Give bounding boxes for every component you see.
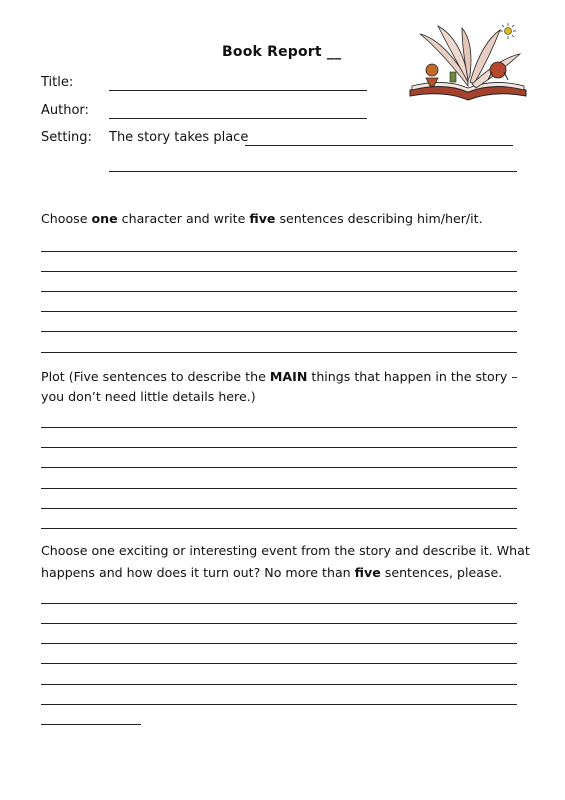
plot-prompt-line-1: Plot (Five sentences to describe the MAIN things that happen in the story – bbox=[41, 369, 518, 384]
author-label: Author: bbox=[41, 103, 89, 118]
event-answer-line[interactable] bbox=[41, 704, 517, 705]
setting-field-line-2[interactable] bbox=[109, 171, 517, 172]
setting-label: Setting: bbox=[41, 130, 92, 145]
title-label: Title: bbox=[41, 75, 74, 90]
character-answer-line[interactable] bbox=[41, 271, 517, 272]
event-prompt-line-1: Choose one exciting or interesting event from the story and describe it. What bbox=[41, 543, 530, 558]
event-answer-line[interactable] bbox=[41, 663, 517, 664]
character-prompt: Choose one character and write five sentences describing him/her/it. bbox=[41, 211, 483, 226]
character-answer-line[interactable] bbox=[41, 251, 517, 252]
event-answer-line[interactable] bbox=[41, 724, 141, 725]
setting-prompt: The story takes place bbox=[109, 130, 249, 145]
character-answer-line[interactable] bbox=[41, 311, 517, 312]
plot-answer-line[interactable] bbox=[41, 467, 517, 468]
author-field-line[interactable] bbox=[109, 118, 367, 119]
plot-answer-line[interactable] bbox=[41, 447, 517, 448]
plot-answer-line[interactable] bbox=[41, 427, 517, 428]
event-answer-line[interactable] bbox=[41, 603, 517, 604]
character-answer-line[interactable] bbox=[41, 352, 517, 353]
plot-prompt-line-2: you don’t need little details here.) bbox=[41, 389, 256, 404]
plot-answer-line[interactable] bbox=[41, 508, 517, 509]
event-answer-line[interactable] bbox=[41, 684, 517, 685]
event-answer-line[interactable] bbox=[41, 643, 517, 644]
page-title: Book Report __ bbox=[222, 44, 342, 60]
character-answer-line[interactable] bbox=[41, 331, 517, 332]
open-book-icon bbox=[404, 20, 532, 104]
event-answer-line[interactable] bbox=[41, 623, 517, 624]
plot-answer-line[interactable] bbox=[41, 488, 517, 489]
event-prompt-line-2: happens and how does it turn out? No more than five sentences, please. bbox=[41, 565, 503, 580]
plot-answer-line[interactable] bbox=[41, 528, 517, 529]
setting-field-line[interactable] bbox=[245, 145, 513, 146]
character-answer-line[interactable] bbox=[41, 291, 517, 292]
title-field-line[interactable] bbox=[109, 90, 367, 91]
